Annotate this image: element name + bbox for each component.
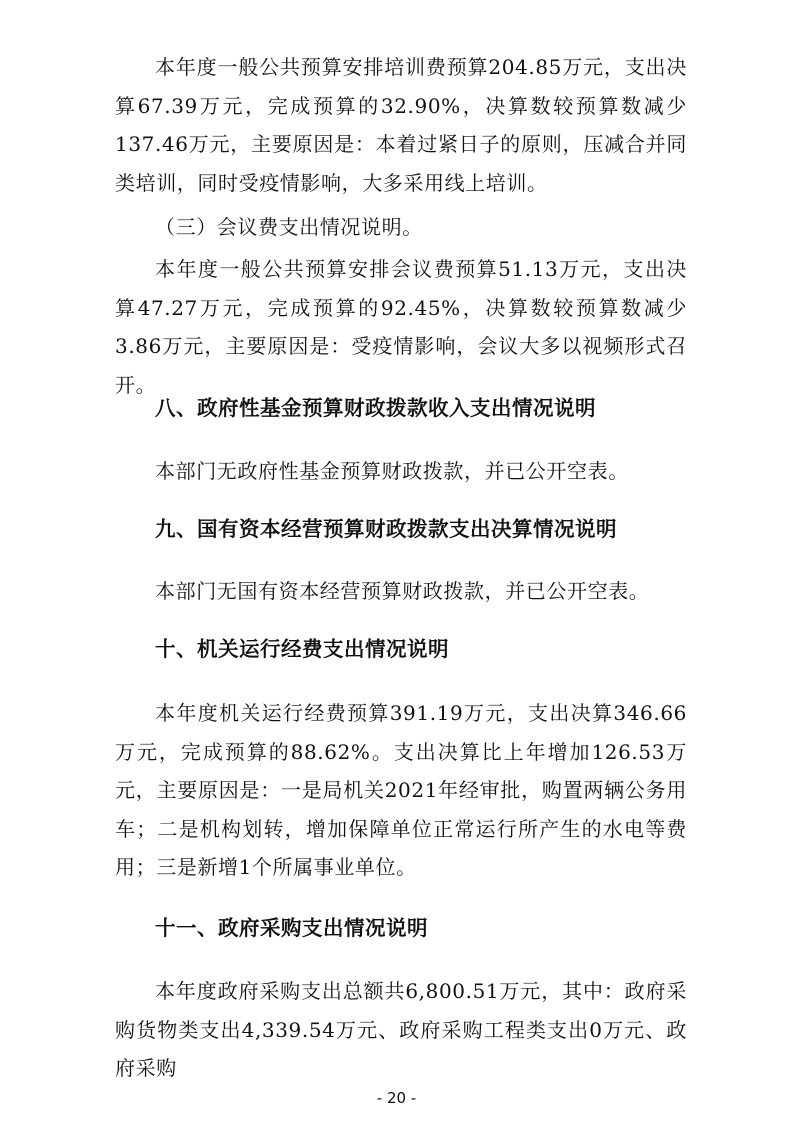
fund-budget-paragraph: 本部门无政府性基金预算财政拨款，并已公开空表。 bbox=[155, 459, 629, 483]
operating-expense-paragraph: 本年度机关运行经费预算391.19万元，支出决算346.66万元，完成预算的88.62%。支出决算比上年增加126.53万元，主要原因是：一是局机关2021年经审批，购置两辆公务用车；二是机构划转，增加保障单位正常运行所产生的水电等费用；三是新增1个所属事业单位。 bbox=[115, 701, 687, 879]
training-fee-paragraph: 本年度一般公共预算安排培训费预算204.85万元，支出决算67.39万元，完成预算的32.90%，决算数较预算数减少137.46万元，主要原因是：本着过紧日子的原则，压减合并同类培训，同时受疫情影响，大多采用线上培训。 bbox=[115, 55, 687, 195]
procurement-paragraph: 本年度政府采购支出总额共6,800.51万元，其中：政府采购货物类支出4,339.54万元、政府采购工程类支出0万元、政府采购 bbox=[115, 979, 687, 1080]
meeting-fee-paragraph: 本年度一般公共预算安排会议费预算51.13万元，支出决算47.27万元，完成预算的92.45%，决算数较预算数减少3.86万元，主要原因是：受疫情影响，会议大多以视频形式召开。 bbox=[115, 257, 687, 397]
page-number: - 20 - bbox=[376, 1089, 417, 1107]
state-capital-paragraph: 本部门无国有资本经营预算财政拨款，并已公开空表。 bbox=[155, 579, 650, 603]
state-capital-heading: 九、国有资本经营预算财政拨款支出决算情况说明 bbox=[155, 517, 617, 541]
operating-expense-heading: 十、机关运行经费支出情况说明 bbox=[155, 637, 449, 661]
procurement-heading: 十一、政府采购支出情况说明 bbox=[155, 916, 428, 940]
meeting-fee-subheading: （三）会议费支出情况说明。 bbox=[155, 215, 423, 239]
fund-budget-heading: 八、政府性基金预算财政拨款收入支出情况说明 bbox=[155, 396, 596, 420]
